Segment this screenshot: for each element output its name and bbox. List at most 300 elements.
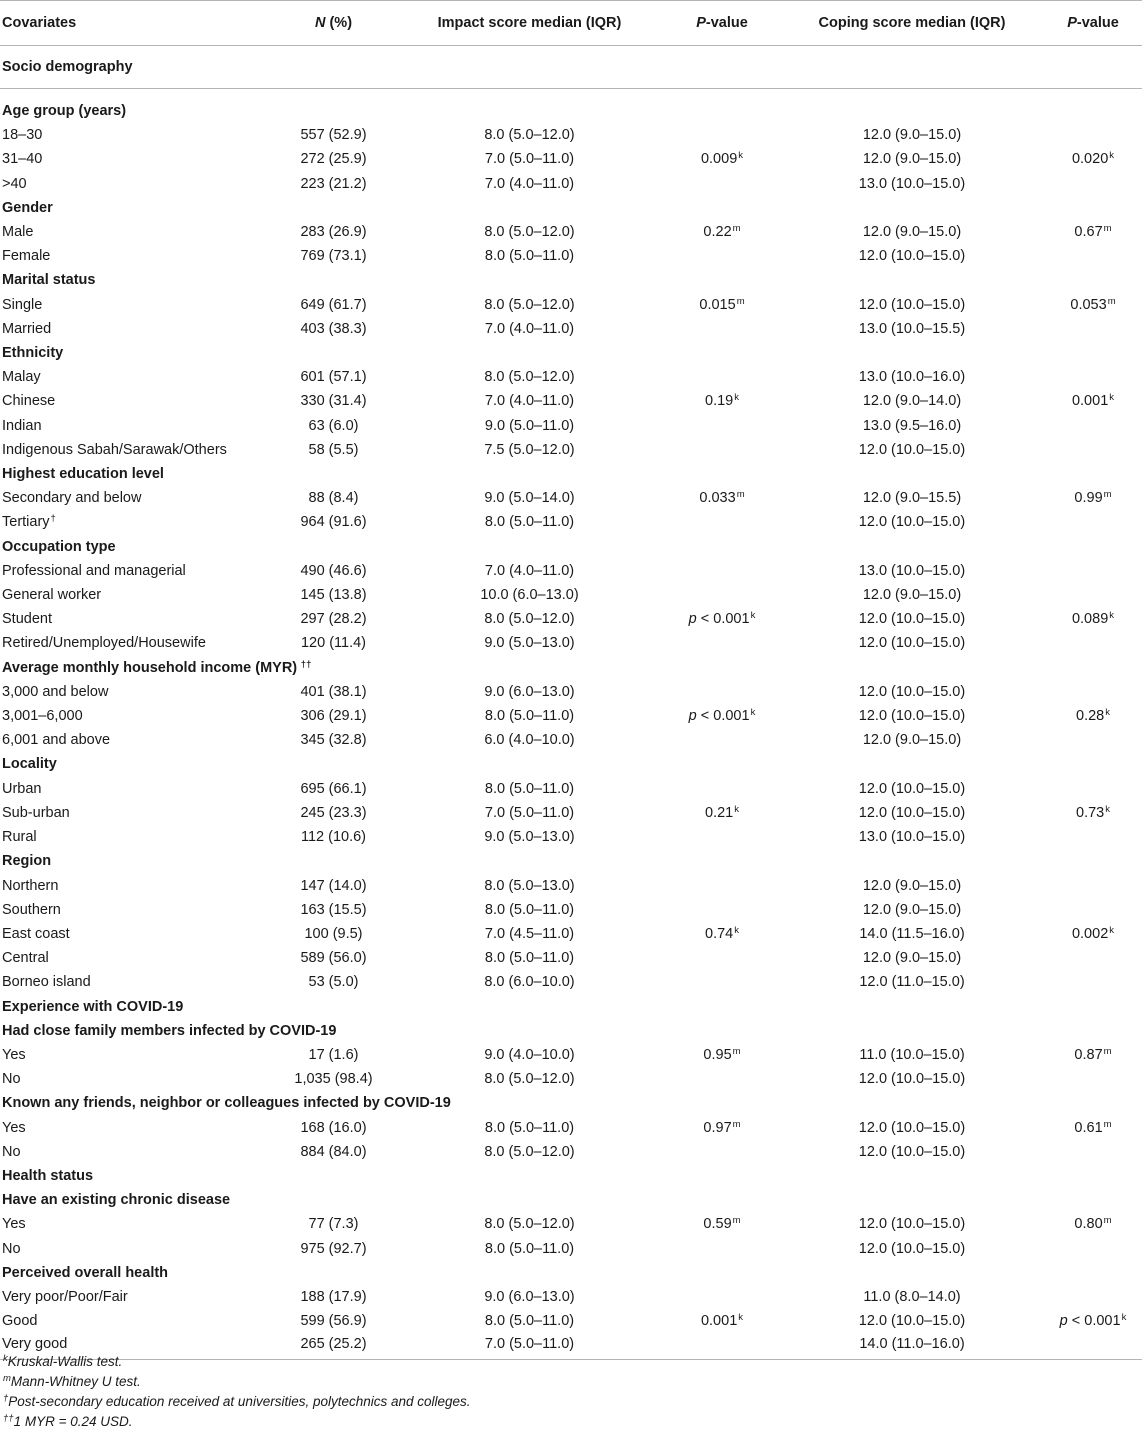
covariate-cell [0,123,270,147]
group-label [0,268,1142,292]
table-row [0,777,1142,801]
n-pct-cell: 1,035 (98.4) [294,1071,373,1088]
table-row [0,438,1142,462]
covariate-cell [0,365,270,389]
table-row [0,123,1142,147]
impact-cell: 10.0 (6.0–13.0) [480,587,579,604]
group-row [0,752,1142,776]
group-label-text: Perceived overall health [2,1264,169,1281]
spacer-row [0,89,1142,100]
n-pct-cell: 490 (46.6) [300,562,367,579]
p-value-coping-cell [1042,728,1142,752]
footnote [2,1392,471,1412]
test-marker: k [734,392,739,404]
coping-cell: 12.0 (10.0–15.0) [858,683,966,700]
coping-cell: 12.0 (10.0–15.0) [858,1313,966,1330]
table-row [0,172,1142,196]
p-value: 0.009 [700,151,738,168]
impact-cell: 6.0 (4.0–10.0) [484,732,575,749]
test-marker: m [732,223,741,235]
impact-cell: 8.0 (5.0–12.0) [484,611,575,628]
p-value-coping-cell [1042,777,1142,801]
p-value-coping-cell [1042,607,1142,631]
p-value-coping-cell [1042,1116,1142,1140]
table-row [0,1309,1142,1333]
n-pct-cell: 88 (8.4) [308,490,359,507]
p-value-coping-cell [1042,680,1142,704]
p-value-impact-cell [662,510,782,534]
n-pct-cell: 188 (17.9) [300,1288,367,1305]
table-row [0,1285,1142,1309]
covariate-label: 3,001–6,000 [2,708,83,725]
n-pct-cell: 589 (56.0) [300,950,367,967]
test-marker: k [738,1312,744,1324]
table-row [0,1140,1142,1164]
group-label-text: Have an existing chronic disease [2,1192,231,1209]
n-pct-cell: 63 (6.0) [308,417,359,434]
covariate-label: Very poor/Poor/Fair [2,1288,128,1305]
coping-cell: 14.0 (11.0–16.0) [782,1333,1042,1360]
covariate-label: No [2,1071,21,1088]
group-row [0,1019,1142,1043]
covariate-cell [0,801,270,825]
impact-cell: 8.0 (5.0–11.0) [484,248,575,265]
coping-cell: 12.0 (9.0–15.0) [862,732,962,749]
covariate-cell [0,874,270,898]
coping-cell: 12.0 (10.0–15.0) [858,1216,966,1233]
p-value-coping-cell [1042,1043,1142,1067]
covariate-cell [0,970,270,994]
impact-cell: 9.0 (6.0–13.0) [484,1288,575,1305]
header-row [0,1,1142,46]
group-label-text: Gender [2,199,53,216]
p-symbol: p [1059,1313,1068,1330]
coping-cell: 11.0 (8.0–14.0) [863,1288,961,1305]
impact-cell: 8.0 (5.0–11.0) [484,950,575,967]
impact-cell: 7.0 (4.0–11.0) [484,320,575,337]
test-marker: m [1103,223,1112,235]
n-pct-cell: 695 (66.1) [300,780,367,797]
group-label-text: Age group (years) [2,103,127,119]
coping-cell: 11.0 (10.0–15.0) [859,1046,965,1063]
p-value-coping-cell [1042,414,1142,438]
p-value-impact-cell [662,946,782,970]
group-row [0,196,1142,220]
covariate-label: Sub-urban [2,804,70,821]
covariate-label: Borneo island [2,974,91,991]
coping-cell: 12.0 (10.0–15.0) [858,514,966,531]
covariate-label: 18–30 [2,127,43,144]
covariate-label: Tertiary [2,514,50,531]
impact-cell: 8.0 (5.0–11.0) [484,780,575,797]
group-label [0,1164,1142,1188]
p-value-impact-cell [662,1333,782,1360]
impact-cell: 8.0 (5.0–13.0) [484,877,575,894]
table-row [0,898,1142,922]
p-value-impact-cell [662,680,782,704]
impact-cell: 7.5 (5.0–12.0) [484,441,575,458]
p-value-impact-cell [662,244,782,268]
test-marker: m [732,1215,741,1227]
group-row [0,462,1142,486]
p-value-coping-cell [1042,365,1142,389]
coping-cell: 13.0 (10.0–15.5) [858,320,966,337]
table-row [0,244,1142,268]
n-pct-cell: 245 (23.3) [300,804,367,821]
p-value-coping-cell [1042,317,1142,341]
p-value-impact-cell [662,1309,782,1333]
table-row [0,147,1142,171]
p-value: 0.80 [1074,1216,1103,1233]
p-value-impact-cell [662,970,782,994]
p-value-impact-cell [662,607,782,631]
p-value: 0.95 [703,1046,732,1063]
n-pct-cell: 112 (10.6) [300,829,367,846]
impact-cell: 8.0 (5.0–12.0) [484,296,575,313]
covariate-label: General worker [2,587,102,604]
p-value: 0.22 [703,224,732,241]
coping-cell: 12.0 (9.0–15.5) [862,490,962,507]
p-value: 0.015 [699,296,736,313]
p-value-coping-cell [1042,147,1142,171]
footnote-text: 1 MYR = 0.24 USD. [13,1414,133,1429]
p-value: 0.67 [1074,224,1103,241]
footnote-marker: †† [298,658,312,670]
p-value: 0.61 [1074,1119,1103,1136]
group-label [0,995,1142,1019]
coping-cell: 12.0 (10.0–15.0) [858,635,966,652]
covariate-label: Student [2,611,52,628]
test-marker: k [1109,150,1115,162]
p-value-impact-cell [662,898,782,922]
p-value-coping-cell [1042,244,1142,268]
n-pct-cell: 403 (38.3) [300,320,367,337]
p-value-coping-cell [1042,1285,1142,1309]
p-value-coping-cell [1042,898,1142,922]
test-marker: m [732,1045,741,1057]
p-value-impact-cell [662,486,782,510]
coping-cell: 12.0 (10.0–15.0) [858,1240,966,1257]
covariate-cell [0,244,270,268]
test-marker: k [750,610,756,622]
coping-cell: 12.0 (10.0–15.0) [858,1071,966,1088]
coping-cell: 12.0 (9.0–15.0) [862,587,962,604]
table-row [0,583,1142,607]
impact-cell: 9.0 (5.0–14.0) [484,490,575,507]
covariate-cell [0,510,270,534]
coping-cell: 12.0 (10.0–15.0) [858,708,966,725]
p-value: 0.001 [700,1313,738,1330]
impact-cell: 9.0 (6.0–13.0) [484,683,575,700]
group-row [0,1164,1142,1188]
n-pct-cell: 17 (1.6) [308,1046,359,1063]
p-value-coping-cell [1042,510,1142,534]
p-value-impact-cell [662,389,782,413]
impact-cell: 8.0 (6.0–10.0) [484,974,575,991]
test-marker: k [1105,803,1110,815]
p-value-coping-cell [1042,389,1142,413]
n-pct-cell: 100 (9.5) [304,925,363,942]
p-value-impact-cell [662,1212,782,1236]
covariate-cell [0,922,270,946]
impact-cell: 8.0 (5.0–11.0) [484,1313,575,1330]
p-value-impact-cell [662,704,782,728]
footnote [2,1372,471,1392]
n-pct-cell: 53 (5.0) [308,974,359,991]
p-value-coping-cell [1042,1140,1142,1164]
impact-cell: 9.0 (4.0–10.0) [484,1046,575,1063]
footnotes [2,1352,471,1432]
covariate-label: Rural [2,829,37,846]
covariate-label: Married [2,320,52,337]
coping-cell: 13.0 (10.0–15.0) [858,175,966,192]
test-marker: m [1107,295,1116,307]
covariate-label: Retired/Unemployed/Housewife [2,635,206,652]
p-value-impact-cell [662,147,782,171]
covariate-cell [0,172,270,196]
group-label-text: Experience with COVID-19 [2,998,184,1015]
coping-cell: 12.0 (9.0–15.0) [862,127,962,144]
p-value: 0.73 [1076,804,1105,821]
n-pct-cell: 306 (29.1) [300,708,367,725]
p-symbol: p [688,611,697,628]
n-pct-cell: 147 (14.0) [300,877,367,894]
coping-cell: 12.0 (9.0–15.0) [862,224,962,241]
impact-cell: 8.0 (5.0–12.0) [484,1216,575,1233]
group-row [0,341,1142,365]
n-pct-cell: 58 (5.5) [308,441,359,458]
p-value: 0.19 [705,393,734,410]
impact-cell: 8.0 (5.0–11.0) [484,901,575,918]
table-row [0,1043,1142,1067]
n-pct-cell: 345 (32.8) [300,732,367,749]
header-impact: Impact score median (IQR) [397,1,662,46]
p-value-coping-cell [1042,970,1142,994]
table-row [0,825,1142,849]
n-pct-cell: 145 (13.8) [300,587,367,604]
group-label-text: Health status [2,1167,94,1184]
test-marker: k [750,707,756,719]
p-value-impact-cell [662,1285,782,1309]
p-value: < 0.001 [696,611,750,628]
p-value-coping-cell [1042,172,1142,196]
impact-cell: 7.0 (4.0–11.0) [484,175,575,192]
p-value-impact-cell [662,293,782,317]
test-marker: k [738,150,744,162]
p-value: 0.59 [703,1216,732,1233]
p-value-impact-cell [662,1116,782,1140]
footnote-text: Mann-Whitney U test. [10,1374,141,1389]
n-pct-cell: 330 (31.4) [300,393,367,410]
footnote [2,1412,471,1432]
covariate-label: Chinese [2,393,56,410]
covariate-cell [0,946,270,970]
p-value-coping-cell [1042,631,1142,655]
test-marker: k [1109,924,1115,936]
header-covariates: Covariates [0,1,270,46]
coping-cell: 12.0 (10.0–15.0) [858,441,966,458]
group-row [0,995,1142,1019]
test-marker: k [1121,1312,1127,1324]
impact-cell: 8.0 (5.0–11.0) [484,1119,575,1136]
group-label [0,99,1142,123]
covariate-label: 3,000 and below [2,683,109,700]
table-body [0,46,1142,1360]
p-value-impact-cell [662,1043,782,1067]
group-row [0,1091,1142,1115]
coping-cell: 12.0 (10.0–15.0) [858,804,966,821]
group-row [0,849,1142,873]
p-value: 0.033 [699,490,736,507]
coping-cell: 14.0 (11.5–16.0) [859,925,965,942]
covariate-cell [0,293,270,317]
group-label [0,341,1142,365]
covariate-cell [0,438,270,462]
section-row [0,46,1142,89]
covariate-label: >40 [2,175,27,192]
p-value-impact-cell [662,583,782,607]
table-row [0,801,1142,825]
p-value: 0.020 [1071,151,1109,168]
n-pct-cell: 964 (91.6) [300,514,367,531]
table-row [0,317,1142,341]
group-label-text: Had close family members infected by COVID-19 [2,1022,337,1039]
p-value: < 0.001 [696,708,750,725]
table-row [0,922,1142,946]
table-row [0,1116,1142,1140]
group-label-text: Marital status [2,272,96,289]
p-value-impact-cell [662,317,782,341]
p-value-coping-cell [1042,438,1142,462]
group-label [0,752,1142,776]
p-value-coping-cell [1042,123,1142,147]
p-value-impact-cell [662,922,782,946]
test-marker: k [734,924,739,936]
test-marker: m [1103,1215,1112,1227]
coping-cell: 12.0 (10.0–15.0) [858,296,966,313]
p-value-coping-cell [1042,583,1142,607]
p-value: 0.21 [705,804,734,821]
covariate-label: Professional and managerial [2,562,186,579]
group-row [0,1261,1142,1285]
coping-cell: 12.0 (9.0–15.0) [862,901,962,918]
section-title: Socio demography [0,46,1142,89]
group-label-text: Ethnicity [2,345,64,362]
p-value-coping-cell [1042,559,1142,583]
covariate-label: Indigenous Sabah/Sarawak/Others [2,441,227,458]
table-row [0,365,1142,389]
covariate-cell [0,147,270,171]
p-value-impact-cell [662,1237,782,1261]
covariate-label: Northern [2,877,59,894]
p-value-coping-cell [1042,1237,1142,1261]
covariate-cell [0,1212,270,1236]
p-value-impact-cell [662,801,782,825]
table-row [0,220,1142,244]
n-pct-cell: 163 (15.5) [300,901,367,918]
p-value-coping-cell [1042,874,1142,898]
covariate-cell [0,704,270,728]
group-label [0,1019,1142,1043]
table-row [0,293,1142,317]
impact-cell: 8.0 (5.0–11.0) [484,514,575,531]
n-pct-cell: 601 (57.1) [300,369,367,386]
table-row [0,414,1142,438]
covariate-cell [0,607,270,631]
p-value-impact-cell [662,1140,782,1164]
n-pct-cell: 297 (28.2) [300,611,367,628]
covariate-cell [0,631,270,655]
group-label [0,656,1142,680]
coping-cell: 13.0 (9.5–16.0) [862,417,962,434]
covariate-label: Yes [2,1216,26,1233]
table-row [0,607,1142,631]
test-marker: m [736,489,745,501]
p-value-impact-cell [662,172,782,196]
coping-cell: 12.0 (10.0–15.0) [858,780,966,797]
n-pct-cell: 265 (25.2) [270,1333,397,1360]
impact-cell: 8.0 (5.0–11.0) [484,1240,575,1257]
impact-cell: 8.0 (5.0–12.0) [484,127,575,144]
impact-cell: 8.0 (5.0–12.0) [484,224,575,241]
n-pct-cell: 649 (61.7) [300,296,367,313]
p-value-impact-cell [662,438,782,462]
header-n-pct: N (%) [270,1,397,46]
covariate-label: Secondary and below [2,490,142,507]
n-pct-cell: 77 (7.3) [308,1216,359,1233]
p-value-impact-cell [662,123,782,147]
n-pct-cell: 401 (38.1) [300,683,367,700]
covariate-cell [0,898,270,922]
covariate-cell [0,825,270,849]
group-row [0,1188,1142,1212]
p-value: 0.089 [1071,611,1109,628]
header-p-value-impact: P-value [662,1,782,46]
group-label-text: Highest education level [2,466,164,483]
coping-cell: 12.0 (10.0–15.0) [858,248,966,265]
p-value-coping-cell [1042,293,1142,317]
p-value: 0.053 [1070,296,1107,313]
n-pct-cell: 223 (21.2) [300,175,367,192]
covariate-label: Indian [2,417,42,434]
impact-cell: 7.0 (4.5–11.0) [484,925,575,942]
group-label-text: Occupation type [2,538,116,555]
coping-cell: 12.0 (10.0–15.0) [858,611,966,628]
table-row [0,1067,1142,1091]
p-value-impact-cell [662,559,782,583]
impact-cell: 7.0 (4.0–11.0) [484,393,575,410]
covariate-label: Single [2,296,43,313]
covariate-label: East coast [2,925,70,942]
covariate-label: Central [2,950,49,967]
impact-cell: 7.0 (5.0–11.0) [484,151,575,168]
test-marker: k [1109,610,1115,622]
group-row [0,656,1142,680]
group-label [0,535,1142,559]
covariate-label: Yes [2,1046,26,1063]
covariate-cell [0,1043,270,1067]
group-label-text: Locality [2,756,57,773]
covariate-cell [0,1309,270,1333]
test-marker: k [1105,707,1110,719]
p-value-impact-cell [662,631,782,655]
covariate-cell [0,1237,270,1261]
covariate-cell [0,389,270,413]
table-row [0,728,1142,752]
table-row [0,1237,1142,1261]
p-value-coping-cell [1042,704,1142,728]
p-value: < 0.001 [1067,1313,1121,1330]
